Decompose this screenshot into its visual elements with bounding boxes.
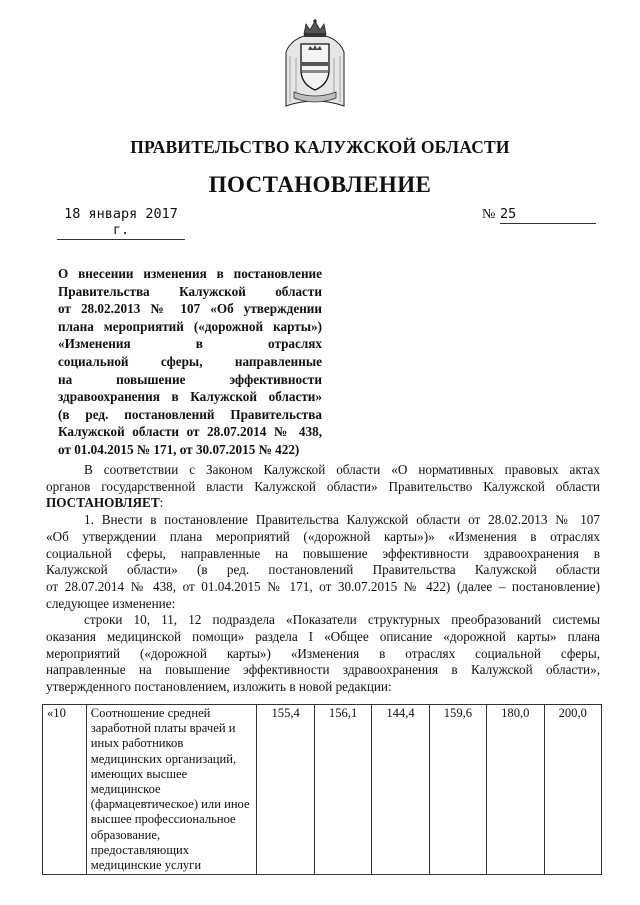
item2-line: утвержденного постановлением, изложить в новой редакции: [46,679,392,695]
decree-resolves-word: ПОСТАНОВЛЯЕТ [46,495,160,511]
item2-line: мероприятий («дорожной карты») «Изменения в отраслях социальной сферы, [46,645,600,661]
indicators-table [42,704,602,875]
preamble-line: В соответствии с Законом Калужской области «О нормативных правовых актах [84,462,600,477]
value-text: 159,6 [443,706,473,720]
indicator-name-line: заработной платы врачей и [90,721,236,736]
indicator-name-line: высшее профессиональное [90,812,236,827]
decree-subject-title [58,265,322,459]
subject-line: от 01.04.2015 № 171, от 30.07.2015 № 422) [58,441,300,457]
subject-line: от 28.02.2013 № 107 «Об утверждении [58,301,322,317]
government-name-heading: ПРАВИТЕЛЬСТВО КАЛУЖСКОЙ ОБЛАСТИ [130,137,510,157]
item2-line: направленные на повышение эффективности здравоохранения в Калужской области», [46,662,600,678]
indicator-name-line: медицинские услуги [90,858,202,873]
item1-line: «Об утверждении плана мероприятий («дорожной карты»)» «Изменения в отраслях [46,528,600,544]
decree-date: 18 января 2017 г. [57,206,185,240]
value-cell [314,705,371,875]
value-text: 156,1 [328,706,358,720]
table-row [43,705,602,875]
coat-of-arms-emblem [282,18,348,110]
value-cell [429,705,486,875]
subject-line: здравоохранения в Калужской области» [58,389,322,405]
value-cell [544,705,602,875]
subject-line: Правительства Калужской области [58,283,322,299]
subject-line: Калужской области от 28.07.2014 № 438, [58,424,322,440]
indicator-name-line: медицинское [90,782,161,797]
value-text: 200,0 [558,706,587,720]
subject-line: на повышение эффективности [58,371,322,387]
item1-line: социальной сферы, направленные на повышение эффективности здравоохранения в [46,545,600,561]
item1-line: от 28.07.2014 № 438, от 01.04.2015 № 171, от 30.07.2015 № 422) (далее – постановление) [46,578,600,594]
subject-line: «Изменения в отраслях [58,336,322,352]
value-text: 180,0 [501,706,530,720]
value-text: 155,4 [271,706,300,720]
decree-number: 25 [500,206,596,224]
number-sign: № [482,207,496,222]
indicator-name-line: имеющих высшее [90,766,188,781]
decree-resolves-line [46,495,600,512]
preamble-line: органов государственной власти Калужской области» Правительство Калужской области [46,478,600,494]
indicator-name-line: предоставляющих [90,842,190,857]
decree-resolves-colon: : [159,495,164,511]
subject-line: (в ред. постановлений Правительства [58,406,322,422]
value-cell [487,705,544,875]
subject-line: социальной сферы, направленные [58,353,322,369]
document-type-heading: ПОСТАНОВЛЕНИЕ [208,172,432,197]
item1-line: Калужской области» (в ред. постановлений Правительства Калужской области [46,562,600,578]
indicator-name-line: Соотношение средней [90,706,211,720]
decree-body [46,462,600,696]
item1-line: 1. Внести в постановление Правительства Калужской области от 28.02.2013 № 107 [84,512,600,528]
value-text: 144,4 [386,706,415,720]
value-cell [257,705,314,875]
item2-line: строки 10, 11, 12 подраздела «Показатели структурных преобразований системы [84,612,600,628]
indicator-name-line: образование, [90,827,161,842]
indicator-name-line: (фармацевтическое) или иное [90,797,250,812]
item2-line: оказания медицинской помощи» раздела I «Общее описание «дорожной карты» плана [46,629,600,645]
row-number-cell: «10 [43,705,87,875]
decree-number-field [482,206,600,224]
subject-line: плана мероприятий («дорожной карты») [58,318,322,334]
indicator-name-line: медицинских организаций, [90,751,237,766]
value-cell [372,705,429,875]
subject-line: О внесении изменения в постановление [58,266,322,281]
item1-line: следующее изменение: [46,595,176,611]
indicator-name-cell [86,705,257,875]
indicator-name-line: иных работников [90,736,184,751]
